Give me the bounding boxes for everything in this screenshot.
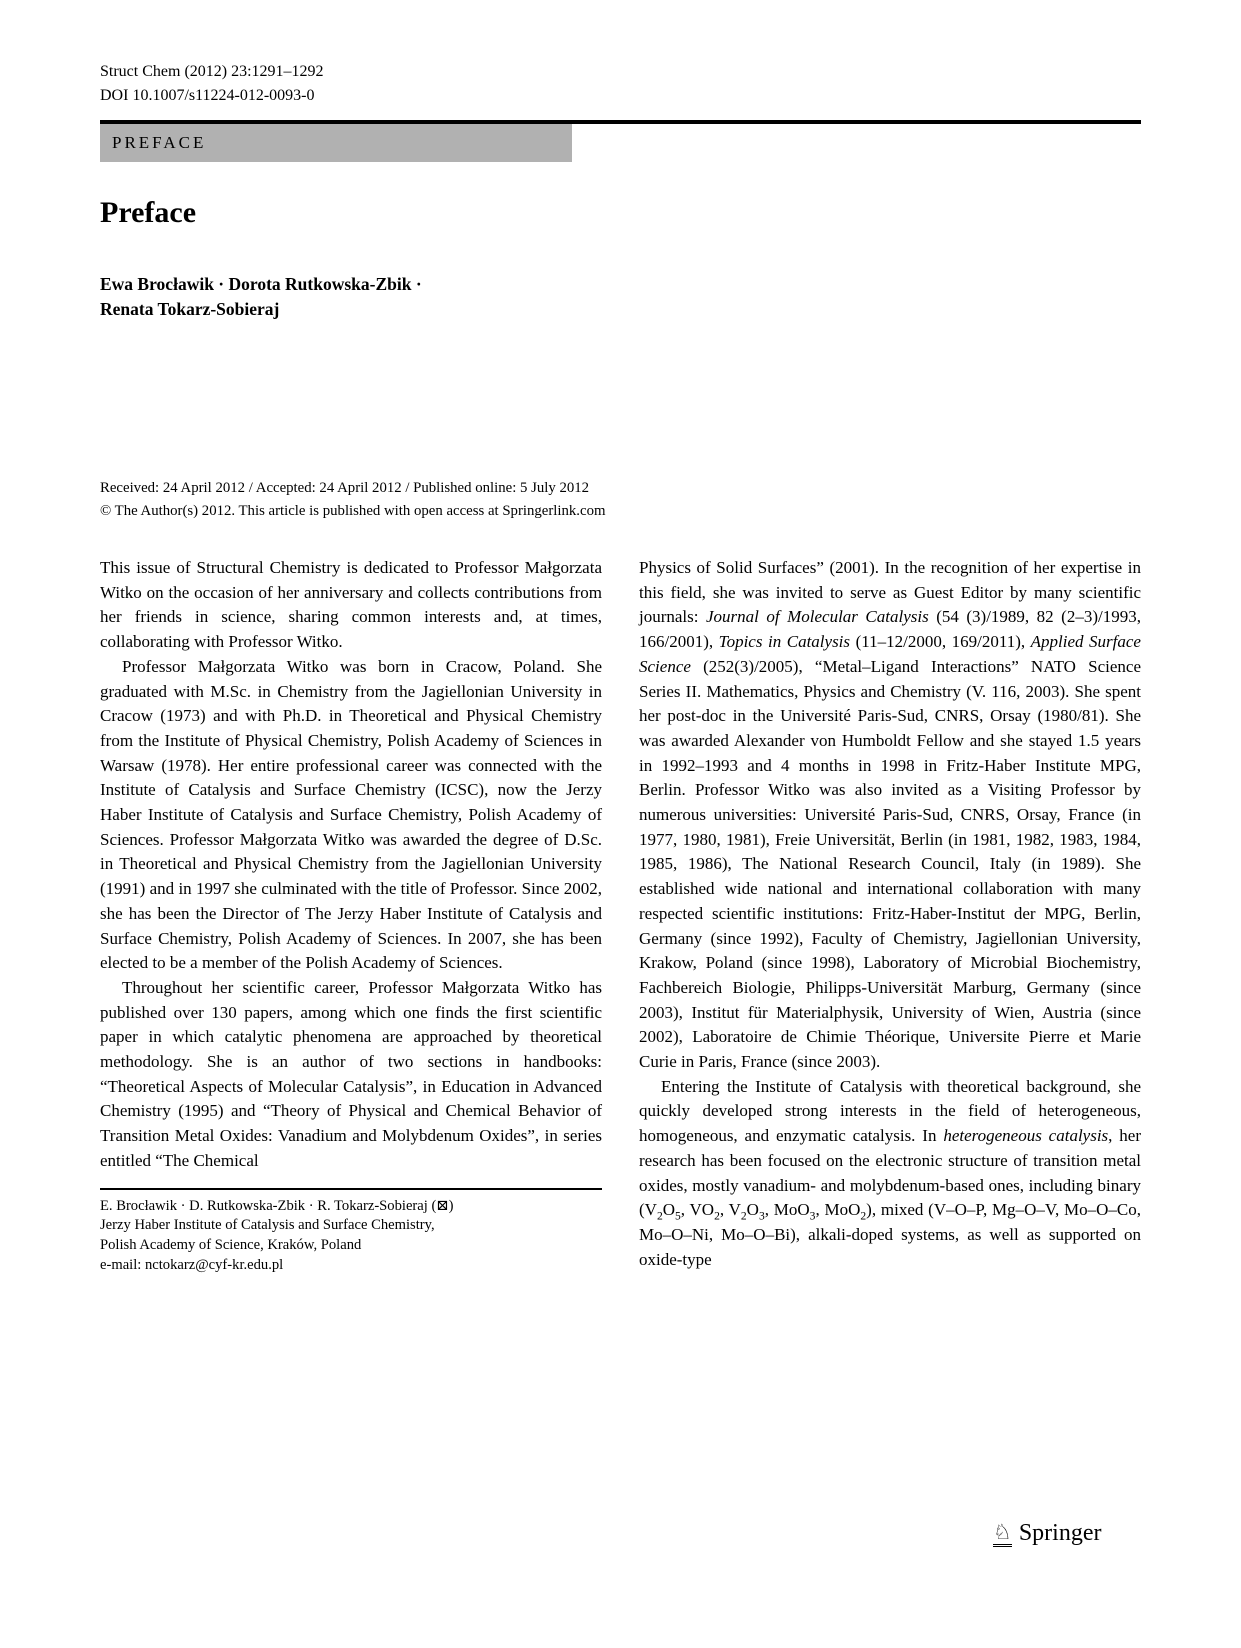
footnote-authors xyxy=(100,1197,602,1217)
footnote-authors-text: E. Brocławik · D. Rutkowska-Zbik · R. Tokarz-Sobieraj ( xyxy=(100,1197,437,1214)
author-line: Renata Tokarz-Sobieraj xyxy=(100,299,280,319)
article-history xyxy=(100,477,605,522)
section-label: PREFACE xyxy=(112,133,207,152)
doi-line: DOI 10.1007/s11224-012-0093-0 xyxy=(100,87,315,104)
publisher-logo xyxy=(993,1520,1101,1547)
footnote-affiliation: Jerzy Haber Institute of Catalysis and Surface Chemistry, xyxy=(100,1217,435,1234)
paragraph: Throughout her scientific career, Professor Małgorzata Witko has published over 130 papers, among which one finds the first scientific paper in which catalytic phenomena are approached by theoretical methodology. She is an author of two sections in handbooks: “Theoretical Aspects of Molecular Catalysis”, in Education in Advanced Chemistry (1995) and “Theory of Physical and Chemical Behavior of Transition Metal Oxides: Vanadium and Molybdenum Oxides”, in series entitled “The Chemical xyxy=(100,977,602,1170)
body-columns xyxy=(100,556,1141,1276)
footnote-email: e-mail: nctokarz@cyf-kr.edu.pl xyxy=(100,1256,284,1273)
received-line: Received: 24 April 2012 / Accepted: 24 April 2012 / Published online: 5 July 2012 xyxy=(100,480,590,496)
paragraph: This issue of Structural Chemistry is dedicated to Professor Małgorzata Witko on the occasion of her anniversary and collects contributions from her friends in science, sharing common interests and, at times, collaborating with Professor Witko. xyxy=(100,558,602,652)
author-line: Ewa Brocławik · Dorota Rutkowska-Zbik · xyxy=(100,274,422,294)
paragraph: Professor Małgorzata Witko was born in Cracow, Poland. She graduated with M.Sc. in Chemistry from the Jagiellonian University in Cracow (1973) and with Ph.D. in Theoretical and Physical Chemistry from the Institute of Physical Chemistry, Polish Academy of Sciences in Warsaw (1978). Her entire professional career was connected with the Institute of Catalysis and Surface Chemistry (ICSC), now the Jerzy Haber Institute of Catalysis and Surface Chemistry, Polish Academy of Sciences. Professor Małgorzata Witko was awarded the degree of D.Sc. in Theoretical and Physical Chemistry from the Jagiellonian University (1991) and in 1997 she culminated with the title of Professor. Since 2002, she has been the Director of The Jerzy Haber Institute of Catalysis and Surface Chemistry, Polish Academy of Sciences. In 2007, she has been elected to be a member of the Polish Academy of Sciences. xyxy=(100,656,602,973)
journal-citation: Struct Chem (2012) 23:1291–1292 xyxy=(100,63,324,80)
author-list xyxy=(100,272,422,322)
section-band xyxy=(100,124,572,162)
envelope-icon: ⊠ xyxy=(436,1197,449,1214)
correspondence-footnote xyxy=(100,1188,602,1276)
left-column-paragraphs xyxy=(100,556,602,1174)
right-column-paragraphs xyxy=(639,556,1141,1272)
paragraph: Physics of Solid Surfaces” (2001). In the recognition of her expertise in this field, she was invited to serve as Guest Editor by many scientific journals: Journal of Molecular Catalysis (54 (3)/1989, 82 (2–3)/1993, 166/2001), Topics in Catalysis (11–12/2000, 169/2011), Applied Surface Science (252(3)/2005), “Metal–Ligand Interactions” NATO Science Series II. Mathematics, Physics and Chemistry (V. 116, 2003). She spent her post-doc in the Université Paris-Sud, CNRS, Orsay (1980/81). She was awarded Alexander von Humboldt Fellow and she stayed 1.5 years in 1992–1993 and 4 months in 1998 in Fritz-Haber Institute MPG, Berlin. Professor Witko was also invited as a Visiting Professor by numerous universities: Université Paris-Sud, CNRS, Orsay, France (in 1977, 1980, 1981), Freie Universität, Berlin (in 1981, 1982, 1983, 1984, 1985, 1986), The National Research Council, Italy (in 1989). She established wide national and international collaboration with many respected scientific institutions: Fritz-Haber-Institut der MPG, Berlin, Germany (since 1992), Faculty of Chemistry, Jagiellonian University, Krakow, Poland (since 1998), Laboratory of Microbial Biochemistry, Fachbereich Biologie, Philipps-Universität Marburg, Germany (since 2003), Institut für Materialphysik, University of Wien, Austria (since 2002), Laboratoire de Chimie Théorique, Universite Pierre et Marie Curie in Paris, France (since 2003). xyxy=(639,558,1141,1072)
copyright-line: © The Author(s) 2012. This article is published with open access at Springerlink.com xyxy=(100,502,606,519)
footnote-affiliation: Polish Academy of Science, Kraków, Poland xyxy=(100,1237,362,1254)
right-column xyxy=(639,556,1141,1276)
journal-header xyxy=(100,60,324,108)
publisher-name: Springer xyxy=(1018,1520,1102,1546)
paragraph: Entering the Institute of Catalysis with theoretical background, she quickly developed strong interests in the field of heterogeneous, homogeneous, and enzymatic catalysis. In heterogeneous catalysis, her research has been focused on the electronic structure of transition metal oxides, mostly vanadium- and molybdenum-based ones, including binary ($V_2O_5$, $VO_2$, $V_2O_3$, MoO$_3$, MoO$_2$), mixed (V–O–P, Mg–O–V, Mo–O–Co, Mo–O–Ni, Mo–O–Bi), alkali-doped systems, as well as supported on oxide-type xyxy=(639,1076,1141,1269)
footnote-authors-close: ) xyxy=(448,1197,454,1214)
springer-horse-icon: ♘ xyxy=(993,1522,1012,1547)
page-title: Preface xyxy=(100,196,197,229)
left-column xyxy=(100,556,602,1276)
